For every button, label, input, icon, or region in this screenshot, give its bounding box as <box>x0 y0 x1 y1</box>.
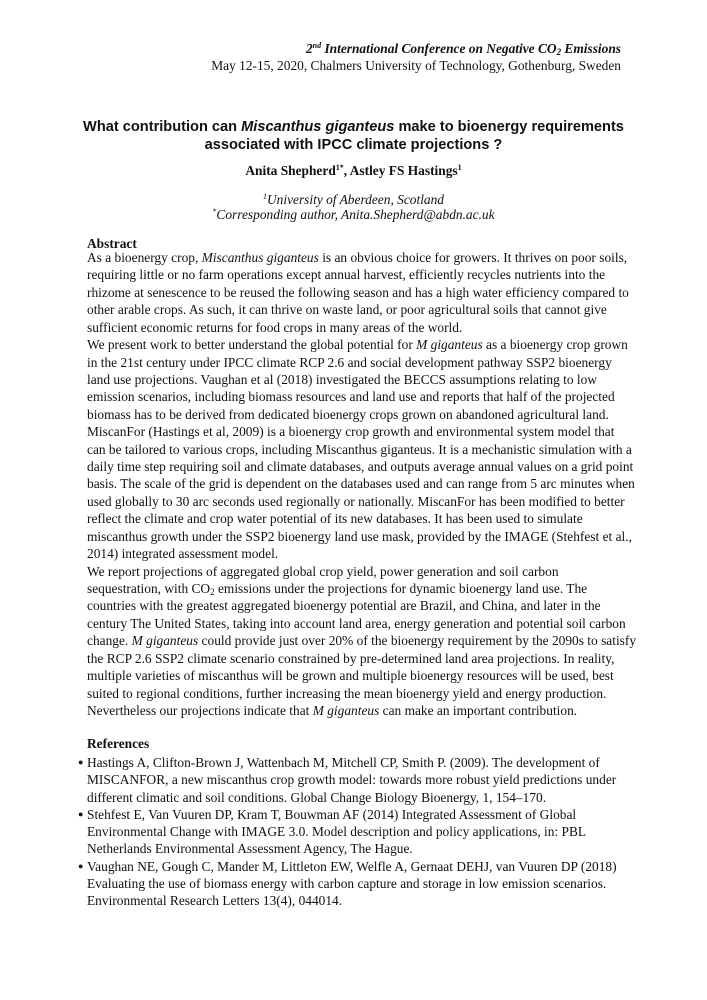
abstract-heading: Abstract <box>87 236 137 251</box>
text-segment: can make an important contribution. <box>379 702 578 718</box>
abstract-line <box>87 702 627 719</box>
author-2: Astley FS Hastings <box>349 163 458 178</box>
species-name: Miscanthus giganteus <box>201 250 319 265</box>
title-part: What contribution can <box>83 119 242 135</box>
text-segment: basis. The scale of the grid is dependent on the databases used and can range from 5 arc minutes when <box>87 476 635 492</box>
text-segment: emissions under the projections for dynamic bioenergy land use. The <box>214 581 588 597</box>
text-segment: reflect the climate and crop water potential of its new databases. It has been used to simulate <box>87 511 583 527</box>
abstract-line <box>87 650 627 667</box>
abstract-line <box>87 284 627 301</box>
affiliation-sup: 1 <box>262 192 267 201</box>
reference-line: different climatic and soil conditions. Global Change Biology Bioenergy, 1, 154–170. <box>87 789 547 805</box>
abstract-line <box>87 493 627 510</box>
abstract-line <box>87 388 627 405</box>
affiliation <box>0 192 707 208</box>
text-segment: in the 21st century under IPCC climate RCP 2.6 and social development pathway SSP2 bioenergy <box>87 354 612 370</box>
abstract-line <box>87 249 627 266</box>
abstract-line <box>87 301 627 318</box>
abstract-line <box>87 266 627 283</box>
abstract-line <box>87 458 634 475</box>
abstract-line <box>87 632 637 649</box>
text-segment: suited to regional conditions, further increasing the mean bioenergy yield and energy production. <box>87 685 607 701</box>
paper-title <box>60 118 647 154</box>
reference-line: Hastings A, Clifton-Brown J, Wattenbach M, Mitchell CP, Smith P. (2009). The development of <box>87 755 600 770</box>
abstract-body <box>87 249 637 719</box>
text-segment: sequestration, with CO <box>87 581 211 597</box>
abstract-line <box>87 510 627 527</box>
affiliation-text: University of Aberdeen, Scotland <box>266 192 444 207</box>
author-2-sup: 1 <box>457 163 462 172</box>
title-line-2: associated with IPCC climate projections ? <box>204 137 503 153</box>
abstract-line <box>87 667 627 684</box>
text-segment: sufficient economic returns for food crops in many areas of the world. <box>87 319 463 335</box>
subscript: 2 <box>210 587 215 598</box>
author-1: Anita Shepherd <box>245 163 336 178</box>
text-segment: We report projections of aggregated global crop yield, power generation and soil carbon <box>87 563 559 579</box>
text-segment: change. <box>87 633 132 649</box>
text-segment: Nevertheless our projections indicate that <box>87 702 313 718</box>
reference-item <box>78 754 638 806</box>
reference-item <box>78 806 638 858</box>
ordinal-suffix: nd <box>312 41 322 50</box>
reference-line: MISCANFOR, a new miscanthus crop growth model: towards more robust yield predictions under <box>87 772 617 788</box>
conference-name-b: Emissions <box>561 41 621 56</box>
abstract-line <box>87 615 627 632</box>
corresponding-author <box>0 207 707 223</box>
co2-subscript: 2 <box>556 47 562 57</box>
author-1-sup: 1* <box>335 163 344 172</box>
text-segment: biomass has to be derived from dedicated bioenergy crops grown on abandoned agricultural land. <box>87 406 609 422</box>
bullet-icon: ● <box>78 757 84 767</box>
text-segment: daily time step requiring soil and climate databases, and outputs average annual values on a grid point <box>87 459 634 475</box>
abstract-line <box>87 597 627 614</box>
abstract-line <box>87 580 627 597</box>
corresponding-sup: * <box>212 207 217 216</box>
reference-line: Environmental Research Letters 13(4), 044014. <box>87 893 343 908</box>
text-segment: rhizome at senescence to be reused the following season and has a high water efficiency compared to <box>87 284 629 300</box>
species-name: M giganteus <box>416 337 483 353</box>
conference-name-a: International Conference on Negative CO <box>321 41 557 56</box>
abstract-line <box>87 319 627 336</box>
reference-line: Environmental Change with IMAGE 3.0. Model description and policy applications, in: PBL <box>87 824 587 839</box>
abstract-line <box>87 423 627 440</box>
text-segment: countries with the greatest aggregated bioenergy potential are Brazil, and China, and later in the <box>87 598 601 614</box>
reference-line: Netherlands Environmental Assessment Agency, The Hague. <box>87 841 413 857</box>
abstract-line <box>87 354 627 371</box>
text-segment: other arable crops. As such, it can thrive on waste land, or poor agricultural soils that cannot give <box>87 302 607 318</box>
abstract-line <box>87 371 627 388</box>
abstract-line <box>87 406 627 423</box>
reference-item <box>78 858 638 910</box>
abstract-line <box>87 441 632 458</box>
text-segment: 2014) integrated assessment model. <box>87 546 279 562</box>
bullet-icon: ● <box>78 860 84 871</box>
abstract-line <box>87 685 627 702</box>
conference-name <box>306 40 621 57</box>
reference-line: Stehfest E, Van Vuuren DP, Kram T, Bouwman AF (2014) Integrated Assessment of Global <box>87 806 577 822</box>
text-segment: emission scenarios, including biomass resources and land use and reports that half of the projected <box>87 389 615 405</box>
title-species: Miscanthus giganteus <box>241 119 395 135</box>
text-segment: We present work to better understand the global potential for <box>87 337 417 353</box>
title-line-1 <box>60 118 647 136</box>
title-part: make to bioenergy requirements <box>394 119 624 135</box>
text-segment: the RCP 2.6 SSP2 climate scenario constrained by pre-determined land area projections. In reality, <box>87 650 615 666</box>
text-segment: As a bioenergy crop, <box>87 250 202 265</box>
abstract-line <box>87 563 627 580</box>
abstract-line <box>87 475 635 492</box>
reference-line: Evaluating the use of biomass energy with carbon capture and storage in low emission scenarios. <box>87 875 607 891</box>
abstract-line <box>87 528 632 545</box>
bullet-icon: ● <box>78 808 84 819</box>
text-segment: could provide just over 20% of the bioenergy requirement by the 2090s to satisfy <box>198 633 637 649</box>
author-sep: , <box>343 163 350 178</box>
abstract-line <box>87 336 627 353</box>
references-list <box>78 754 638 909</box>
species-name: M giganteus <box>312 702 380 718</box>
species-name: M giganteus <box>131 633 199 649</box>
ordinal: 2 <box>305 41 313 56</box>
text-segment: can be tailored to various crops, including Miscanthus giganteus. It is a mechanistic simulation with a <box>87 441 632 457</box>
references-heading: References <box>87 736 150 751</box>
text-segment: MiscanFor (Hastings et al, 2009) is a bioenergy crop growth and environmental system model that <box>87 424 615 440</box>
text-segment: miscanthus growth under the SSP2 bioenergy land use mask, provided by the IMAGE (Stehfest et al., <box>87 528 632 544</box>
corresponding-text: Corresponding author, Anita.Shepherd@abdn.ac.uk <box>216 207 495 222</box>
text-segment: used globally to 30 arc seconds used regionally or nationally. MiscanFor has been modified to better <box>87 493 625 509</box>
text-segment: multiple varieties of miscanthus will be grown and multiple bioenergy resources will be used, best <box>87 668 614 684</box>
text-segment: is an obvious choice for growers. It thrives on poor soils, <box>318 250 628 265</box>
conference-venue: May 12-15, 2020, Chalmers University of Technology, Gothenburg, Sweden <box>211 58 621 73</box>
authors <box>0 163 707 179</box>
abstract-line <box>87 545 627 562</box>
text-segment: as a bioenergy crop grown <box>482 337 628 353</box>
text-segment: requiring little or no farm operations except annual harvest, efficiently recycles nutrients into the <box>87 267 606 283</box>
text-segment: land use projections. Vaughan et al (2018) investigated the BECCS assumptions relating to low <box>87 371 598 387</box>
text-segment: century The United States, taking into account land area, energy generation and potential soil carbon <box>87 615 626 631</box>
reference-line: Vaughan NE, Gough C, Mander M, Littleton EW, Welfle A, Gernaat DEHJ, van Vuuren DP (2018) <box>87 858 617 874</box>
